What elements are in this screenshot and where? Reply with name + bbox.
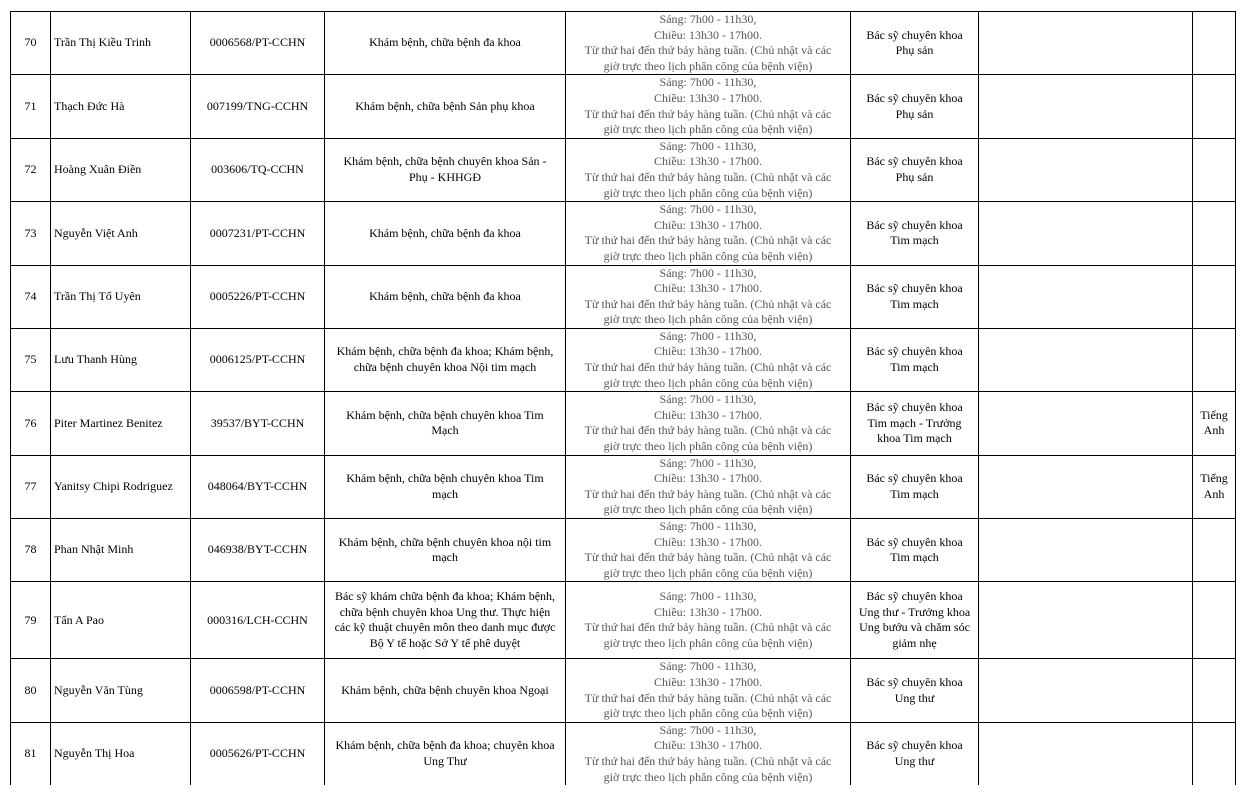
practice-scope-cell-line: Khám bệnh, chữa bệnh chuyên khoa nội tim <box>338 534 552 549</box>
practice-scope-cell-line: Bộ Y tế hoặc Sở Y tế phê duyệt <box>369 635 521 650</box>
notes-cell <box>979 659 1193 722</box>
working-hours-cell-line: Chiều: 13h30 - 17h00. <box>654 604 762 619</box>
practice-scope-cell <box>325 138 566 201</box>
row-number-cell: 77 <box>11 455 51 518</box>
table-row <box>11 12 1236 75</box>
practitioner-table <box>10 11 1236 785</box>
working-hours-cell <box>566 265 851 328</box>
working-hours-cell-line: Từ thứ hai đến thứ bảy hàng tuần. (Chủ nhật và các <box>584 550 832 565</box>
position-cell-line: Bác sỹ chuyên khoa <box>866 344 963 359</box>
row-number-cell: 74 <box>11 265 51 328</box>
practitioner-name-cell: Hoàng Xuân Điền <box>51 138 191 201</box>
position-cell-line: Bác sỹ chuyên khoa <box>866 27 963 42</box>
working-hours-cell-line: Chiều: 13h30 - 17h00. <box>654 154 762 169</box>
position-cell-line: Bác sỹ chuyên khoa <box>866 217 963 232</box>
practice-scope-cell-line: Khám bệnh, chữa bệnh đa khoa <box>369 225 521 240</box>
row-number-cell: 70 <box>11 12 51 75</box>
position-cell-line: Phụ sản <box>895 169 934 184</box>
practitioner-name-cell: Piter Martinez Benitez <box>51 392 191 455</box>
working-hours-cell <box>566 455 851 518</box>
language-cell <box>1193 12 1236 75</box>
table-row <box>11 659 1236 722</box>
practice-scope-cell-line: Bác sỹ khám chữa bệnh đa khoa; Khám bệnh, <box>334 589 556 604</box>
table-row <box>11 138 1236 201</box>
working-hours-cell-line: Chiều: 13h30 - 17h00. <box>654 344 762 359</box>
practice-scope-cell-line: Khám bệnh, chữa bệnh đa khoa; Khám bệnh, <box>336 344 554 359</box>
position-cell <box>851 265 979 328</box>
row-number-cell: 71 <box>11 75 51 138</box>
working-hours-cell-line: giờ trực theo lịch phân công của bệnh viện) <box>603 58 813 73</box>
language-cell <box>1193 328 1236 391</box>
notes-cell <box>979 12 1193 75</box>
certificate-number-cell: 0005626/PT-CCHN <box>191 722 325 785</box>
row-number-cell: 72 <box>11 138 51 201</box>
position-cell-line: Bác sỹ chuyên khoa <box>866 534 963 549</box>
row-number-cell: 76 <box>11 392 51 455</box>
row-number-cell: 75 <box>11 328 51 391</box>
working-hours-cell-line: Từ thứ hai đến thứ bảy hàng tuần. (Chủ nhật và các <box>584 423 832 438</box>
working-hours-cell-line: giờ trực theo lịch phân công của bệnh viện) <box>603 769 813 784</box>
notes-cell <box>979 455 1193 518</box>
practice-scope-cell-line: Khám bệnh, chữa bệnh đa khoa <box>369 288 521 303</box>
working-hours-cell-line: Sáng: 7h00 - 11h30, <box>659 722 757 737</box>
language-cell <box>1193 392 1236 455</box>
row-number-cell: 81 <box>11 722 51 785</box>
certificate-number-cell: 0006598/PT-CCHN <box>191 659 325 722</box>
notes-cell <box>979 75 1193 138</box>
row-number-cell: 80 <box>11 659 51 722</box>
working-hours-cell-line: Chiều: 13h30 - 17h00. <box>654 27 762 42</box>
working-hours-cell-line: Từ thứ hai đến thứ bảy hàng tuần. (Chủ nhật và các <box>584 690 832 705</box>
position-cell-line: khoa Tim mạch <box>877 431 952 446</box>
practice-scope-cell-line: mạch <box>432 550 458 565</box>
working-hours-cell-line: Sáng: 7h00 - 11h30, <box>659 265 757 280</box>
notes-cell <box>979 582 1193 659</box>
practice-scope-cell-line: chữa bệnh chuyên khoa Ung thư. Thực hiện <box>339 604 551 619</box>
practice-scope-cell <box>325 265 566 328</box>
language-cell <box>1193 138 1236 201</box>
working-hours-cell-line: Chiều: 13h30 - 17h00. <box>654 407 762 422</box>
position-cell <box>851 659 979 722</box>
working-hours-cell-line: giờ trực theo lịch phân công của bệnh viện) <box>603 312 813 327</box>
position-cell <box>851 328 979 391</box>
working-hours-cell <box>566 12 851 75</box>
practice-scope-cell-line: Khám bệnh, chữa bệnh chuyên khoa Sản - <box>343 154 547 169</box>
working-hours-cell <box>566 519 851 582</box>
table-row <box>11 455 1236 518</box>
practice-scope-cell <box>325 659 566 722</box>
table-row <box>11 519 1236 582</box>
working-hours-cell-line: giờ trực theo lịch phân công của bệnh viện) <box>603 375 813 390</box>
practice-scope-cell-line: Phụ - KHHGĐ <box>409 169 481 184</box>
practice-scope-cell-line: Khám bệnh, chữa bệnh đa khoa; chuyên khoa <box>335 738 555 753</box>
practice-scope-cell <box>325 328 566 391</box>
position-cell-line: Phụ sản <box>895 43 934 58</box>
position-cell-line: Bác sỹ chuyên khoa <box>866 471 963 486</box>
working-hours-cell-line: Từ thứ hai đến thứ bảy hàng tuần. (Chủ nhật và các <box>584 233 832 248</box>
notes-cell <box>979 328 1193 391</box>
practice-scope-cell-line: Khám bệnh, chữa bệnh chuyên khoa Ngoại <box>341 682 549 697</box>
practitioner-table-body <box>11 12 1236 786</box>
language-cell <box>1193 519 1236 582</box>
practitioner-name-cell: Tẩn A Pao <box>51 582 191 659</box>
row-number-cell: 79 <box>11 582 51 659</box>
table-row <box>11 392 1236 455</box>
language-cell <box>1193 265 1236 328</box>
practitioner-name-cell: Phan Nhật Minh <box>51 519 191 582</box>
certificate-number-cell: 0006125/PT-CCHN <box>191 328 325 391</box>
position-cell-line: Tim mạch - Trưởng <box>867 415 962 430</box>
practitioner-name-cell: Trần Thị Tố Uyên <box>51 265 191 328</box>
working-hours-cell-line: giờ trực theo lịch phân công của bệnh viện) <box>603 635 813 650</box>
position-cell <box>851 202 979 265</box>
position-cell-line: Tim mạch <box>890 550 939 565</box>
position-cell-line: Bác sỹ chuyên khoa <box>866 589 963 604</box>
working-hours-cell-line: Từ thứ hai đến thứ bảy hàng tuần. (Chủ nhật và các <box>584 753 832 768</box>
working-hours-cell-line: Sáng: 7h00 - 11h30, <box>659 589 757 604</box>
position-cell-line: Phụ sản <box>895 106 934 121</box>
practitioner-name-cell: Trần Thị Kiều Trinh <box>51 12 191 75</box>
working-hours-cell-line: Chiều: 13h30 - 17h00. <box>654 281 762 296</box>
row-number-cell: 78 <box>11 519 51 582</box>
table-row <box>11 722 1236 785</box>
practice-scope-cell <box>325 12 566 75</box>
practitioner-name-cell: Lưu Thanh Hùng <box>51 328 191 391</box>
certificate-number-cell: 0005226/PT-CCHN <box>191 265 325 328</box>
position-cell-line: Bác sỹ chuyên khoa <box>866 281 963 296</box>
practitioner-name-cell: Nguyễn Việt Anh <box>51 202 191 265</box>
table-row <box>11 328 1236 391</box>
position-cell <box>851 75 979 138</box>
practice-scope-cell <box>325 392 566 455</box>
working-hours-cell-line: Chiều: 13h30 - 17h00. <box>654 471 762 486</box>
language-cell <box>1193 722 1236 785</box>
working-hours-cell <box>566 659 851 722</box>
notes-cell <box>979 265 1193 328</box>
working-hours-cell-line: giờ trực theo lịch phân công của bệnh viện) <box>603 502 813 517</box>
table-row <box>11 582 1236 659</box>
position-cell-line: Tim mạch <box>890 486 939 501</box>
position-cell-line: Bác sỹ chuyên khoa <box>866 154 963 169</box>
language-cell-line: Anh <box>1203 486 1225 501</box>
practice-scope-cell-line: Khám bệnh, chữa bệnh chuyên khoa Tim <box>346 407 544 422</box>
language-cell-line: Tiếng <box>1200 471 1228 486</box>
working-hours-cell-line: giờ trực theo lịch phân công của bệnh viện) <box>603 565 813 580</box>
working-hours-cell-line: giờ trực theo lịch phân công của bệnh viện) <box>603 122 813 137</box>
position-cell-line: giảm nhẹ <box>892 635 937 650</box>
position-cell-line: Ung bướu và chăm sóc <box>859 620 970 635</box>
working-hours-cell-line: giờ trực theo lịch phân công của bệnh viện) <box>603 706 813 721</box>
certificate-number-cell: 046938/BYT-CCHN <box>191 519 325 582</box>
certificate-number-cell: 0006568/PT-CCHN <box>191 12 325 75</box>
working-hours-cell <box>566 722 851 785</box>
position-cell-line: Bác sỹ chuyên khoa <box>866 738 963 753</box>
position-cell-line: Ung thư <box>894 690 935 705</box>
table-row <box>11 265 1236 328</box>
working-hours-cell-line: Chiều: 13h30 - 17h00. <box>654 90 762 105</box>
certificate-number-cell: 0007231/PT-CCHN <box>191 202 325 265</box>
notes-cell <box>979 392 1193 455</box>
working-hours-cell-line: Từ thứ hai đến thứ bảy hàng tuần. (Chủ nhật và các <box>584 43 832 58</box>
working-hours-cell-line: Từ thứ hai đến thứ bảy hàng tuần. (Chủ nhật và các <box>584 620 832 635</box>
practice-scope-cell-line: các kỹ thuật chuyên môn theo danh mục được <box>334 620 556 635</box>
position-cell-line: Ung thư <box>894 753 935 768</box>
language-cell <box>1193 75 1236 138</box>
practitioner-name-cell: Nguyễn Thị Hoa <box>51 722 191 785</box>
practice-scope-cell <box>325 75 566 138</box>
practice-scope-cell-line: mạch <box>432 486 458 501</box>
working-hours-cell-line: Chiều: 13h30 - 17h00. <box>654 738 762 753</box>
working-hours-cell-line: Sáng: 7h00 - 11h30, <box>659 659 757 674</box>
position-cell-line: Tim mạch <box>890 233 939 248</box>
working-hours-cell <box>566 138 851 201</box>
language-cell-line: Tiếng <box>1200 407 1228 422</box>
working-hours-cell-line: giờ trực theo lịch phân công của bệnh viện) <box>603 185 813 200</box>
practitioner-name-cell: Nguyễn Văn Tùng <box>51 659 191 722</box>
language-cell <box>1193 202 1236 265</box>
row-number-cell: 73 <box>11 202 51 265</box>
practice-scope-cell <box>325 455 566 518</box>
working-hours-cell-line: Sáng: 7h00 - 11h30, <box>659 138 757 153</box>
working-hours-cell-line: Từ thứ hai đến thứ bảy hàng tuần. (Chủ nhật và các <box>584 169 832 184</box>
working-hours-cell <box>566 582 851 659</box>
position-cell-line: Bác sỹ chuyên khoa <box>866 674 963 689</box>
working-hours-cell <box>566 392 851 455</box>
certificate-number-cell: 003606/TQ-CCHN <box>191 138 325 201</box>
position-cell-line: Tim mạch <box>890 360 939 375</box>
practitioner-name-cell: Thạch Đức Hà <box>51 75 191 138</box>
practice-scope-cell-line: chữa bệnh chuyên khoa Nội tim mạch <box>353 360 537 375</box>
notes-cell <box>979 202 1193 265</box>
working-hours-cell <box>566 328 851 391</box>
working-hours-cell-line: Sáng: 7h00 - 11h30, <box>659 75 757 90</box>
certificate-number-cell: 000316/LCH-CCHN <box>191 582 325 659</box>
working-hours-cell-line: Sáng: 7h00 - 11h30, <box>659 455 757 470</box>
working-hours-cell-line: Sáng: 7h00 - 11h30, <box>659 202 757 217</box>
practice-scope-cell-line: Mạch <box>431 423 459 438</box>
working-hours-cell-line: giờ trực theo lịch phân công của bệnh viện) <box>603 439 813 454</box>
practice-scope-cell-line: Khám bệnh, chữa bệnh Sản phụ khoa <box>355 98 535 113</box>
practice-scope-cell-line: Khám bệnh, chữa bệnh chuyên khoa Tim <box>346 471 544 486</box>
working-hours-cell-line: Chiều: 13h30 - 17h00. <box>654 534 762 549</box>
working-hours-cell <box>566 75 851 138</box>
position-cell-line: Bác sỹ chuyên khoa <box>866 400 963 415</box>
working-hours-cell-line: Từ thứ hai đến thứ bảy hàng tuần. (Chủ nhật và các <box>584 296 832 311</box>
working-hours-cell-line: Sáng: 7h00 - 11h30, <box>659 12 757 26</box>
working-hours-cell-line: Từ thứ hai đến thứ bảy hàng tuần. (Chủ nhật và các <box>584 106 832 121</box>
notes-cell <box>979 722 1193 785</box>
certificate-number-cell: 007199/TNG-CCHN <box>191 75 325 138</box>
table-row <box>11 202 1236 265</box>
language-cell <box>1193 659 1236 722</box>
language-cell <box>1193 455 1236 518</box>
notes-cell <box>979 519 1193 582</box>
position-cell-line: Ung thư - Trưởng khoa <box>858 604 971 619</box>
working-hours-cell-line: Sáng: 7h00 - 11h30, <box>659 328 757 343</box>
working-hours-cell-line: giờ trực theo lịch phân công của bệnh viện) <box>603 248 813 263</box>
practitioner-name-cell: Yanitsy Chipi Rodriguez <box>51 455 191 518</box>
working-hours-cell-line: Sáng: 7h00 - 11h30, <box>659 392 757 407</box>
language-cell <box>1193 582 1236 659</box>
table-row <box>11 75 1236 138</box>
position-cell-line: Tim mạch <box>890 296 939 311</box>
position-cell <box>851 12 979 75</box>
working-hours-cell <box>566 202 851 265</box>
position-cell <box>851 582 979 659</box>
working-hours-cell-line: Từ thứ hai đến thứ bảy hàng tuần. (Chủ nhật và các <box>584 486 832 501</box>
practice-scope-cell <box>325 519 566 582</box>
practice-scope-cell-line: Ung Thư <box>423 753 467 768</box>
position-cell <box>851 722 979 785</box>
working-hours-cell-line: Từ thứ hai đến thứ bảy hàng tuần. (Chủ nhật và các <box>584 360 832 375</box>
working-hours-cell-line: Sáng: 7h00 - 11h30, <box>659 519 757 533</box>
working-hours-cell-line: Chiều: 13h30 - 17h00. <box>654 674 762 689</box>
notes-cell <box>979 138 1193 201</box>
position-cell-line: Bác sỹ chuyên khoa <box>866 90 963 105</box>
practice-scope-cell-line: Khám bệnh, chữa bệnh đa khoa <box>369 35 521 50</box>
position-cell <box>851 519 979 582</box>
position-cell <box>851 455 979 518</box>
practice-scope-cell <box>325 722 566 785</box>
position-cell <box>851 392 979 455</box>
certificate-number-cell: 39537/BYT-CCHN <box>191 392 325 455</box>
language-cell-line: Anh <box>1203 423 1225 438</box>
position-cell <box>851 138 979 201</box>
working-hours-cell-line: Chiều: 13h30 - 17h00. <box>654 217 762 232</box>
practice-scope-cell <box>325 202 566 265</box>
practice-scope-cell <box>325 582 566 659</box>
certificate-number-cell: 048064/BYT-CCHN <box>191 455 325 518</box>
